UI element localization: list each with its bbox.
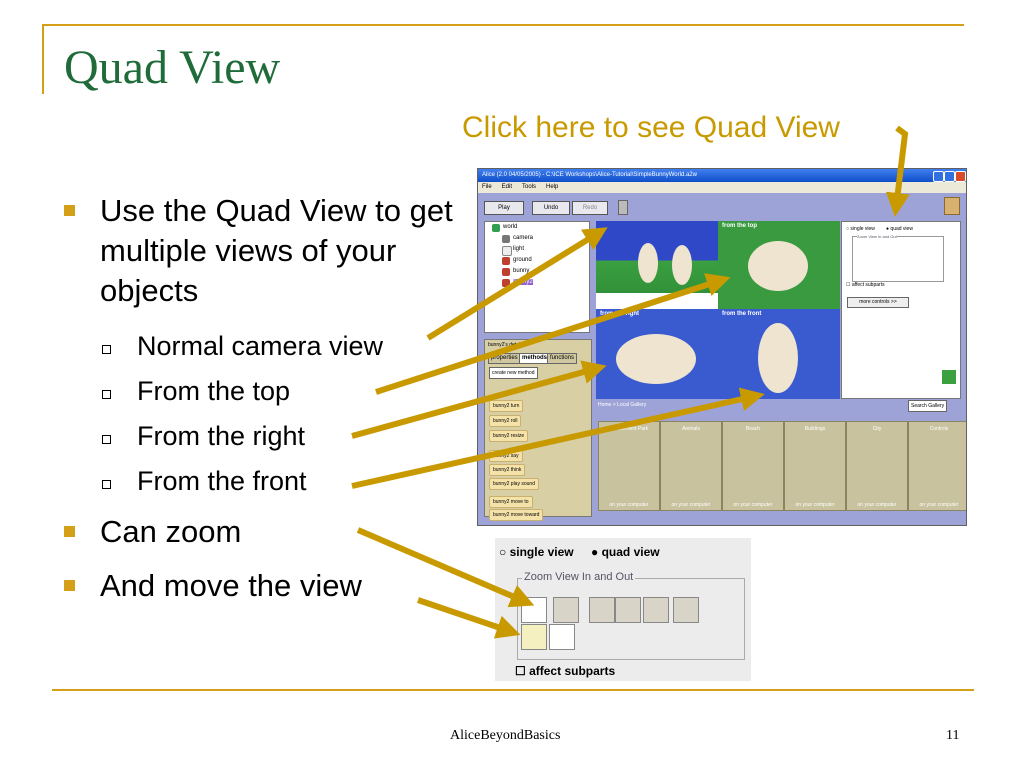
create-method-button[interactable]: create new method bbox=[489, 367, 538, 379]
method-think[interactable]: bunny2 think bbox=[489, 464, 525, 476]
menu-edit[interactable]: Edit bbox=[501, 184, 513, 190]
menu-help[interactable]: Help bbox=[546, 184, 559, 190]
method-roll[interactable]: bunny2 roll bbox=[489, 415, 521, 427]
bullet-quad-view: Use the Quad View to get multiple views of your objects bbox=[100, 191, 470, 311]
arrow-to-hand-icon bbox=[418, 600, 512, 632]
zoomed-quad-view-radio[interactable]: ● quad view bbox=[591, 545, 660, 559]
tree-item-ground[interactable]: ground bbox=[485, 255, 589, 266]
zoomed-affect-subparts-checkbox[interactable]: ☐ affect subparts bbox=[515, 664, 616, 678]
method-turn[interactable]: bunny2 turn bbox=[489, 400, 523, 412]
callout-text: Click here to see Quad View bbox=[462, 111, 840, 144]
tab-methods[interactable]: methods bbox=[519, 353, 550, 364]
slide-title: Quad View bbox=[64, 41, 281, 94]
gallery-breadcrumb: Home > Local Gallery bbox=[598, 402, 647, 408]
tab-functions[interactable]: functions bbox=[547, 353, 577, 364]
tab-properties[interactable]: properties bbox=[488, 353, 521, 364]
sub-bullet-right: From the right bbox=[137, 421, 305, 452]
zoom-group: Zoom View In and Out bbox=[852, 236, 944, 282]
arrow-to-front-view bbox=[352, 396, 756, 486]
method-move-to[interactable]: bunny2 move to bbox=[489, 496, 533, 508]
arrow-to-zoom-icons bbox=[358, 530, 526, 602]
bullet-zoom: Can zoom bbox=[100, 512, 241, 552]
bullet-move-view: And move the view bbox=[100, 566, 362, 606]
front-view-label: from the front bbox=[722, 311, 762, 317]
method-resize[interactable]: bunny2 resize bbox=[489, 430, 528, 442]
more-controls-button[interactable]: more controls >> bbox=[847, 297, 909, 308]
zoomed-single-view-radio[interactable]: ○ single view bbox=[499, 545, 574, 559]
method-move-toward[interactable]: bunny2 move toward bbox=[489, 509, 543, 521]
details-header: bunny2's details bbox=[488, 342, 524, 348]
quad-view-radio[interactable]: ● quad view bbox=[886, 226, 913, 232]
top-view-label: from the top bbox=[722, 223, 757, 229]
sub-bullet-top: From the top bbox=[137, 376, 290, 407]
sub-bullet-front: From the front bbox=[137, 466, 307, 497]
play-button[interactable]: Play bbox=[484, 201, 524, 215]
method-play-sound[interactable]: bunny2 play sound bbox=[489, 478, 539, 490]
search-gallery-button[interactable]: Search Gallery bbox=[908, 400, 947, 412]
arrow-to-camera-view bbox=[428, 232, 600, 338]
single-view-radio[interactable]: ○ single view bbox=[846, 226, 875, 232]
arrow-to-quad-view bbox=[896, 128, 905, 208]
arrow-to-right-view bbox=[352, 368, 598, 436]
gallery-tile[interactable]: Buildings on your computer bbox=[784, 421, 846, 511]
method-say[interactable]: bunny2 say bbox=[489, 450, 523, 462]
sub-bullet-camera: Normal camera view bbox=[137, 331, 383, 362]
menu-file[interactable]: File bbox=[482, 184, 492, 190]
gallery-tile[interactable]: Beach on your computer bbox=[722, 421, 784, 511]
menu-tools[interactable]: Tools bbox=[522, 184, 537, 190]
tree-item-bunny2[interactable]: bunny2 bbox=[485, 277, 589, 288]
tree-item-camera[interactable]: camera bbox=[485, 233, 589, 244]
tree-item-world[interactable]: world bbox=[485, 222, 589, 233]
page-number: 11 bbox=[946, 728, 960, 743]
gallery-tile[interactable]: City on your computer bbox=[846, 421, 908, 511]
tree-item-bunny[interactable]: bunny bbox=[485, 266, 589, 277]
zoomed-zoom-group: Zoom View In and Out bbox=[517, 578, 745, 660]
gallery-tile[interactable]: Controls on your computer bbox=[908, 421, 967, 511]
footer-title: AliceBeyondBasics bbox=[450, 728, 561, 743]
tree-item-light[interactable]: light bbox=[485, 244, 589, 255]
undo-button[interactable]: Undo bbox=[532, 201, 570, 215]
alice-title-bar: Alice (2.0 04/05/2005) - C:\ICE Workshops\Alice-Tutorial\SimpleBunnyWorld.a2w bbox=[478, 169, 966, 182]
redo-button[interactable]: Redo bbox=[572, 201, 608, 215]
gallery-tile[interactable]: Animals on your computer bbox=[660, 421, 722, 511]
affect-subparts-checkbox[interactable]: ☐ affect subparts bbox=[846, 282, 885, 288]
right-view-label: from the right bbox=[600, 311, 639, 317]
gallery-tile[interactable]: Amusement Park on your computer bbox=[598, 421, 660, 511]
